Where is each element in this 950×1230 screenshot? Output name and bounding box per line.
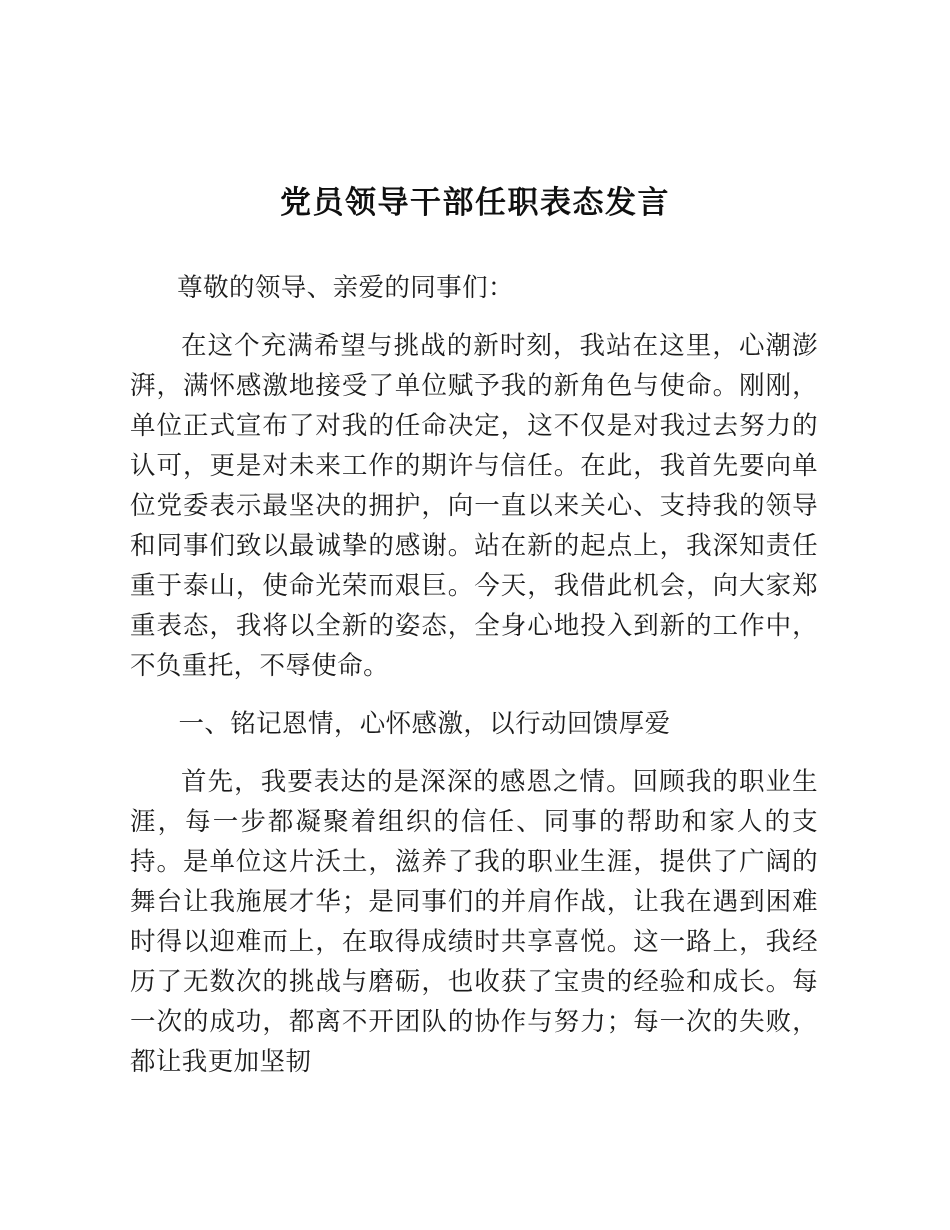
page-title: 党员领导干部任职表态发言 (280, 184, 670, 221)
paragraph-section-one-body: 首先，我要表达的是深深的感恩之情。回顾我的职业生涯，每一步都凝聚着组织的信任、同事的帮助和家人的支持。是单位这片沃土，滋养了我的职业生涯，提供了广阔的舞台让我施展才华；是同事们的并肩作战，让我在遇到困难时得以迎难而上，在取得成绩时共享喜悦。这一路上，我经历了无数次的挑战与磨砺，也收获了宝贵的经验和成长。每一次的成功，都离不开团队的协作与努力；每一次的失败，都让我更加坚韧 (130, 767, 818, 1077)
section-heading-one: 一、铭记恩情，心怀感激，以行动回馈厚爱 (178, 709, 671, 739)
paragraph-salutation: 尊敬的领导、亲爱的同事们： (177, 273, 514, 303)
document-body (130, 268, 818, 1082)
paragraph-opening: 在这个充满希望与挑战的新时刻，我站在这里，心潮澎湃，满怀感激地接受了单位赋予我的新角色与使命。刚刚，单位正式宣布了对我的任命决定，这不仅是对我过去努力的认可，更是对未来工作的期许与信任。在此，我首先要向单位党委表示最坚决的拥护，向一直以来关心、支持我的领导和同事们致以最诚挚的感谢。站在新的起点上，我深知责任重于泰山，使命光荣而艰巨。今天，我借此机会，向大家郑重表态，我将以全新的姿态，全身心地投入到新的工作中，不负重托，不辱使命。 (130, 331, 818, 681)
